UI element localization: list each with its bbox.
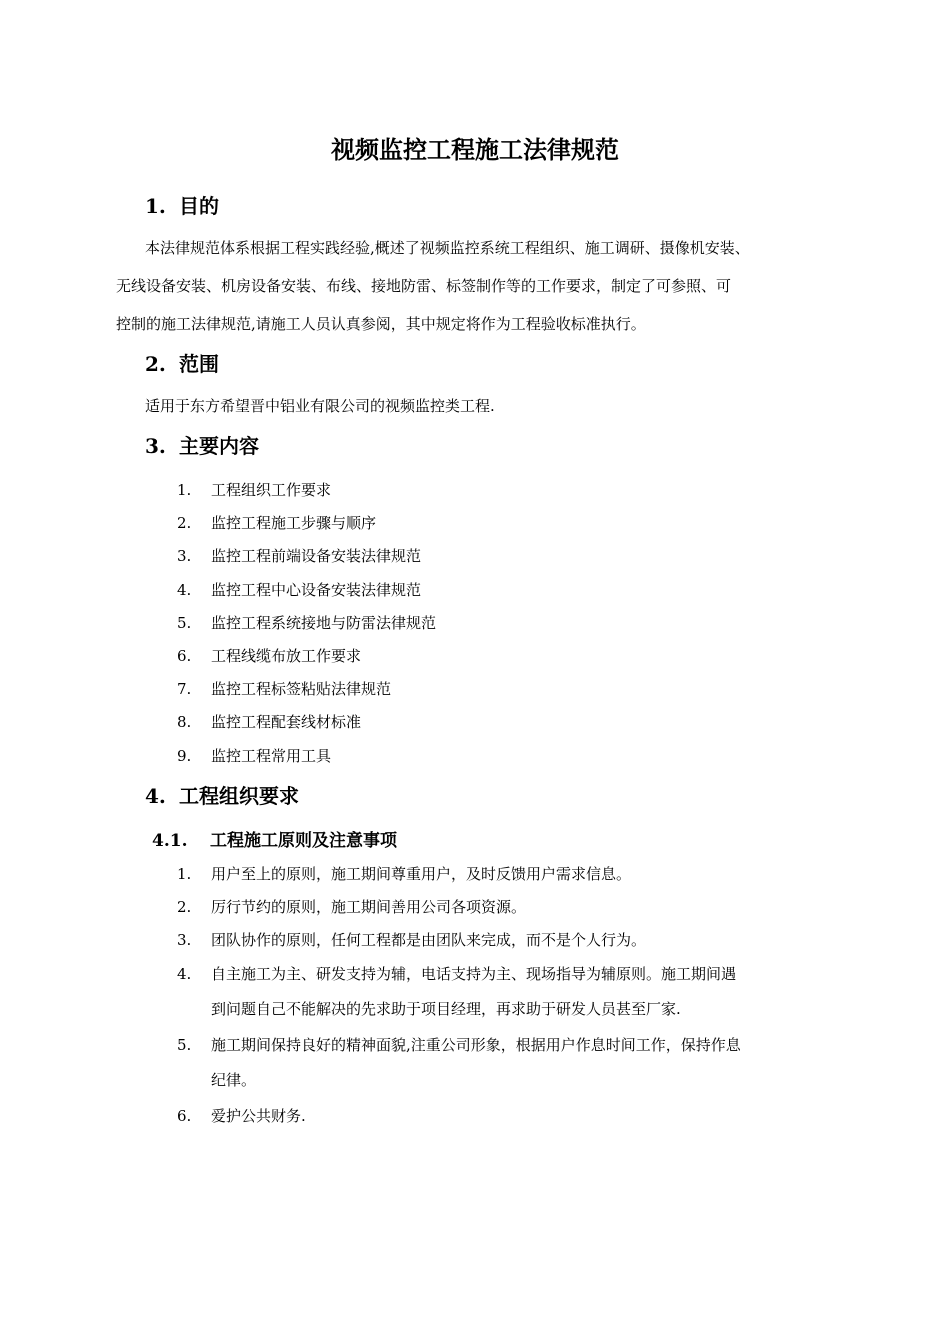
subsection-heading (152, 828, 397, 854)
list-item-text: 团队协作的原则，任何工程都是由团队来完成，而不是个人行为。 (211, 931, 647, 949)
list-item-number: 4. (177, 965, 192, 983)
list-item-number: 7. (177, 680, 192, 698)
list-item-text: 监控工程标签粘贴法律规范 (211, 680, 392, 698)
list-item-text: 监控工程常用工具 (211, 747, 332, 765)
list-item-number: 4. (177, 581, 192, 599)
section-heading-main-content (145, 432, 259, 460)
list-item-text: 工程组织工作要求 (211, 481, 332, 499)
list-item-text: 自主施工为主、研发支持为辅，电话支持为主、现场指导为辅原则。施工期间遇 (211, 965, 737, 983)
paragraph-line: 本法律规范体系根据工程实践经验,概述了视频监控系统工程组织、施工调研、摄像机安装、 (145, 239, 750, 257)
list-item-number: 3. (177, 547, 192, 565)
section-heading-scope (145, 350, 219, 378)
list-item-continuation: 纪律。 (211, 1071, 257, 1089)
list-item-text: 施工期间保持良好的精神面貌,注重公司形象，根据用户作息时间工作，保持作息 (211, 1036, 741, 1054)
list-item-text: 监控工程施工步骤与顺序 (211, 514, 377, 532)
list-item-text: 用户至上的原则，施工期间尊重用户，及时反馈用户需求信息。 (211, 865, 632, 883)
list-item-number: 1. (177, 865, 192, 883)
section-title: 工程组织要求 (179, 784, 299, 808)
section-title: 范围 (179, 352, 219, 376)
list-item-text: 爱护公共财务. (211, 1107, 306, 1125)
section-title: 主要内容 (179, 434, 259, 458)
section-heading-organization (145, 782, 299, 810)
list-item-text: 监控工程中心设备安装法律规范 (211, 581, 422, 599)
list-item-text: 厉行节约的原则，施工期间善用公司各项资源。 (211, 898, 527, 916)
paragraph-line: 适用于东方希望晋中铝业有限公司的视频监控类工程. (145, 397, 495, 415)
section-title: 目的 (179, 194, 219, 218)
list-item-number: 2. (177, 898, 192, 916)
document-title: 视频监控工程施工法律规范 (331, 135, 619, 164)
list-item-number: 8. (177, 713, 192, 731)
subsection-number: 4.1. (152, 831, 188, 851)
section-number: 4. (145, 784, 166, 808)
section-heading-purpose (145, 192, 219, 220)
paragraph-line: 控制的施工法律规范,请施工人员认真参阅，其中规定将作为工程验收标准执行。 (116, 315, 646, 333)
list-item-number: 1. (177, 481, 192, 499)
section-number: 3. (145, 434, 166, 458)
list-item-number: 3. (177, 931, 192, 949)
list-item-number: 6. (177, 647, 192, 665)
subsection-title: 工程施工原则及注意事项 (210, 831, 397, 851)
section-number: 1. (145, 194, 166, 218)
list-item-text: 监控工程前端设备安装法律规范 (211, 547, 422, 565)
list-item-text: 工程线缆布放工作要求 (211, 647, 362, 665)
list-item-text: 监控工程系统接地与防雷法律规范 (211, 614, 437, 632)
section-number: 2. (145, 352, 166, 376)
list-item-number: 6. (177, 1107, 192, 1125)
scope-paragraph (116, 396, 836, 420)
list-item-number: 9. (177, 747, 192, 765)
paragraph-line: 无线设备安装、机房设备安装、布线、接地防雷、标签制作等的工作要求，制定了可参照、可 (116, 277, 732, 295)
list-item-number: 5. (177, 614, 192, 632)
purpose-paragraph (116, 238, 836, 338)
list-item-text: 监控工程配套线材标准 (211, 713, 362, 731)
list-item-number: 5. (177, 1036, 192, 1054)
list-item-number: 2. (177, 514, 192, 532)
list-item-continuation: 到问题自己不能解决的先求助于项目经理，再求助于研发人员甚至厂家. (211, 1000, 681, 1018)
